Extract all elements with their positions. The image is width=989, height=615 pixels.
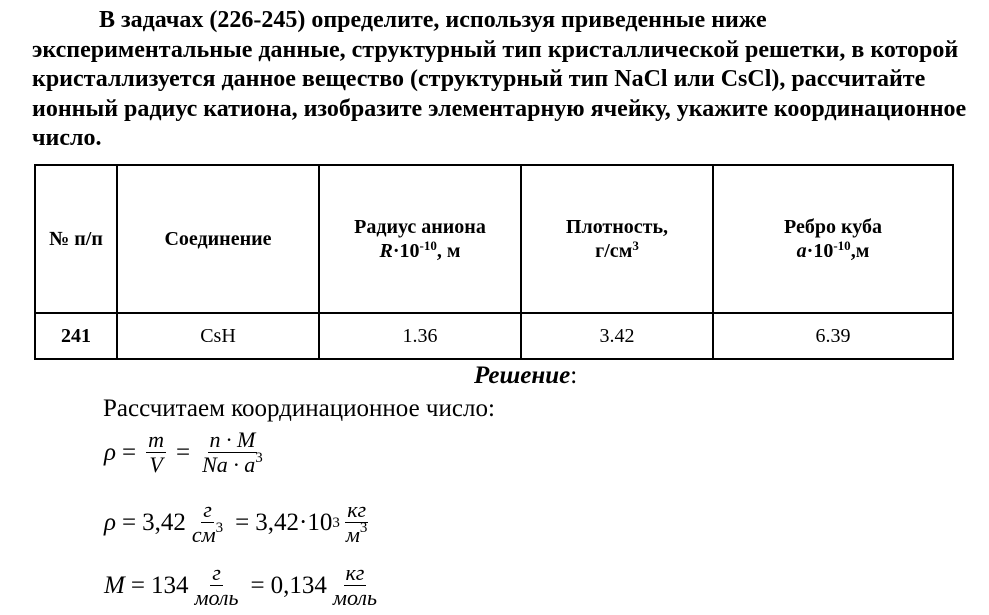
header-radius-factor: ·10 (392, 240, 420, 262)
header-density (521, 165, 713, 313)
equation-density-formula (104, 428, 269, 477)
eq1-frac2-den-exp: 3 (255, 450, 263, 466)
eq1-equals-1: = (122, 438, 137, 466)
eq2-unit-num: г (203, 497, 212, 522)
eq2-equals-1: = (122, 508, 137, 536)
eq2-equals-2: = (235, 508, 250, 536)
eq2-unit-fraction (190, 498, 225, 547)
eq3-equals-2: = (250, 571, 265, 599)
header-radius-label: Радиус аниона (354, 216, 486, 238)
solution-heading (474, 362, 577, 390)
cell-density: 3.42 (521, 313, 713, 359)
eq3-unit2-num: кг (345, 560, 365, 585)
solution-heading-colon: : (570, 362, 578, 389)
eq1-fraction-mass-volume (146, 428, 166, 477)
header-radius (319, 165, 521, 313)
header-density-exp: 3 (632, 238, 639, 253)
eq1-frac1-den: V (149, 452, 163, 477)
eq2-unit2-den-exp: 3 (359, 520, 368, 536)
eq3-value: 134 (150, 571, 189, 599)
eq1-frac2-den: Na · a (202, 452, 256, 477)
header-edge-label: Ребро куба (784, 216, 882, 238)
header-num: № п/п (35, 165, 117, 313)
cell-edge: 6.39 (713, 313, 953, 359)
header-radius-exp: -10 (419, 238, 437, 253)
table-row (35, 313, 953, 359)
header-edge-var: a (796, 240, 807, 262)
eq3-lhs: M (104, 571, 125, 599)
solution-step-1: Рассчитаем координационное число: (103, 395, 495, 422)
header-density-label: Плотность, (565, 216, 669, 238)
header-compound: Соединение (117, 165, 319, 313)
header-density-unit: г/см (595, 240, 633, 262)
eq2-unit2-num: кг (347, 497, 367, 522)
cell-radius: 1.36 (319, 313, 521, 359)
eq1-frac2-den-wrap (200, 450, 265, 477)
task-intro: В задачах (226-245) определите, используя приведенные ниже экспериментальные данные, структурный тип кристаллической решетки, в которой кристаллизуется данное вещество (структурный тип NaCl или CsCl), рассчитайте ионный радиус катиона, изобразите элементарную ячейку, укажите координационное число. (32, 7, 967, 151)
eq2-lhs: ρ (104, 508, 116, 536)
equation-molar-mass (104, 561, 383, 610)
eq1-fraction-formula (200, 428, 265, 477)
eq3-equals-1: = (130, 571, 145, 599)
eq3-unit-fraction (192, 561, 240, 610)
eq2-value2: 3,42·10 (255, 508, 333, 536)
header-edge-exp: -10 (833, 238, 851, 253)
eq1-frac1-num: m (148, 427, 164, 452)
eq1-lhs: ρ (104, 438, 116, 466)
table-header-row (35, 165, 953, 313)
eq2-unit2-den-wrap (344, 520, 370, 547)
header-radius-var: R (379, 240, 393, 262)
eq3-unit-num: г (212, 560, 221, 585)
eq3-unit2-fraction (331, 561, 379, 610)
solution-heading-text: Решение (474, 362, 571, 389)
eq1-equals-2: = (176, 438, 191, 466)
header-edge-unit: ,м (850, 240, 870, 262)
cell-num: 241 (35, 313, 117, 359)
eq3-unit2-den: моль (332, 585, 378, 610)
eq1-frac2-num: n · M (209, 427, 256, 452)
cell-compound: CsH (117, 313, 319, 359)
eq2-value: 3,42 (142, 508, 186, 536)
eq2-unit2-fraction (344, 498, 370, 547)
eq2-unit-den-exp: 3 (215, 520, 224, 536)
data-table (34, 164, 954, 360)
eq3-unit-den: моль (194, 585, 239, 610)
header-radius-unit: , м (436, 240, 461, 262)
eq2-unit-den-wrap (190, 520, 225, 547)
equation-density-value: ρ = 3,42 $\frac{г}{см^3}$ = 3,42·10 3 $\frac{кг}{м^3}$ (104, 497, 368, 547)
eq2-unit2-den: м (345, 522, 360, 547)
eq3-value2: 0,134 (270, 571, 327, 599)
header-edge-factor: ·10 (806, 240, 834, 262)
header-edge (713, 165, 953, 313)
eq2-unit-den: см (191, 522, 216, 547)
